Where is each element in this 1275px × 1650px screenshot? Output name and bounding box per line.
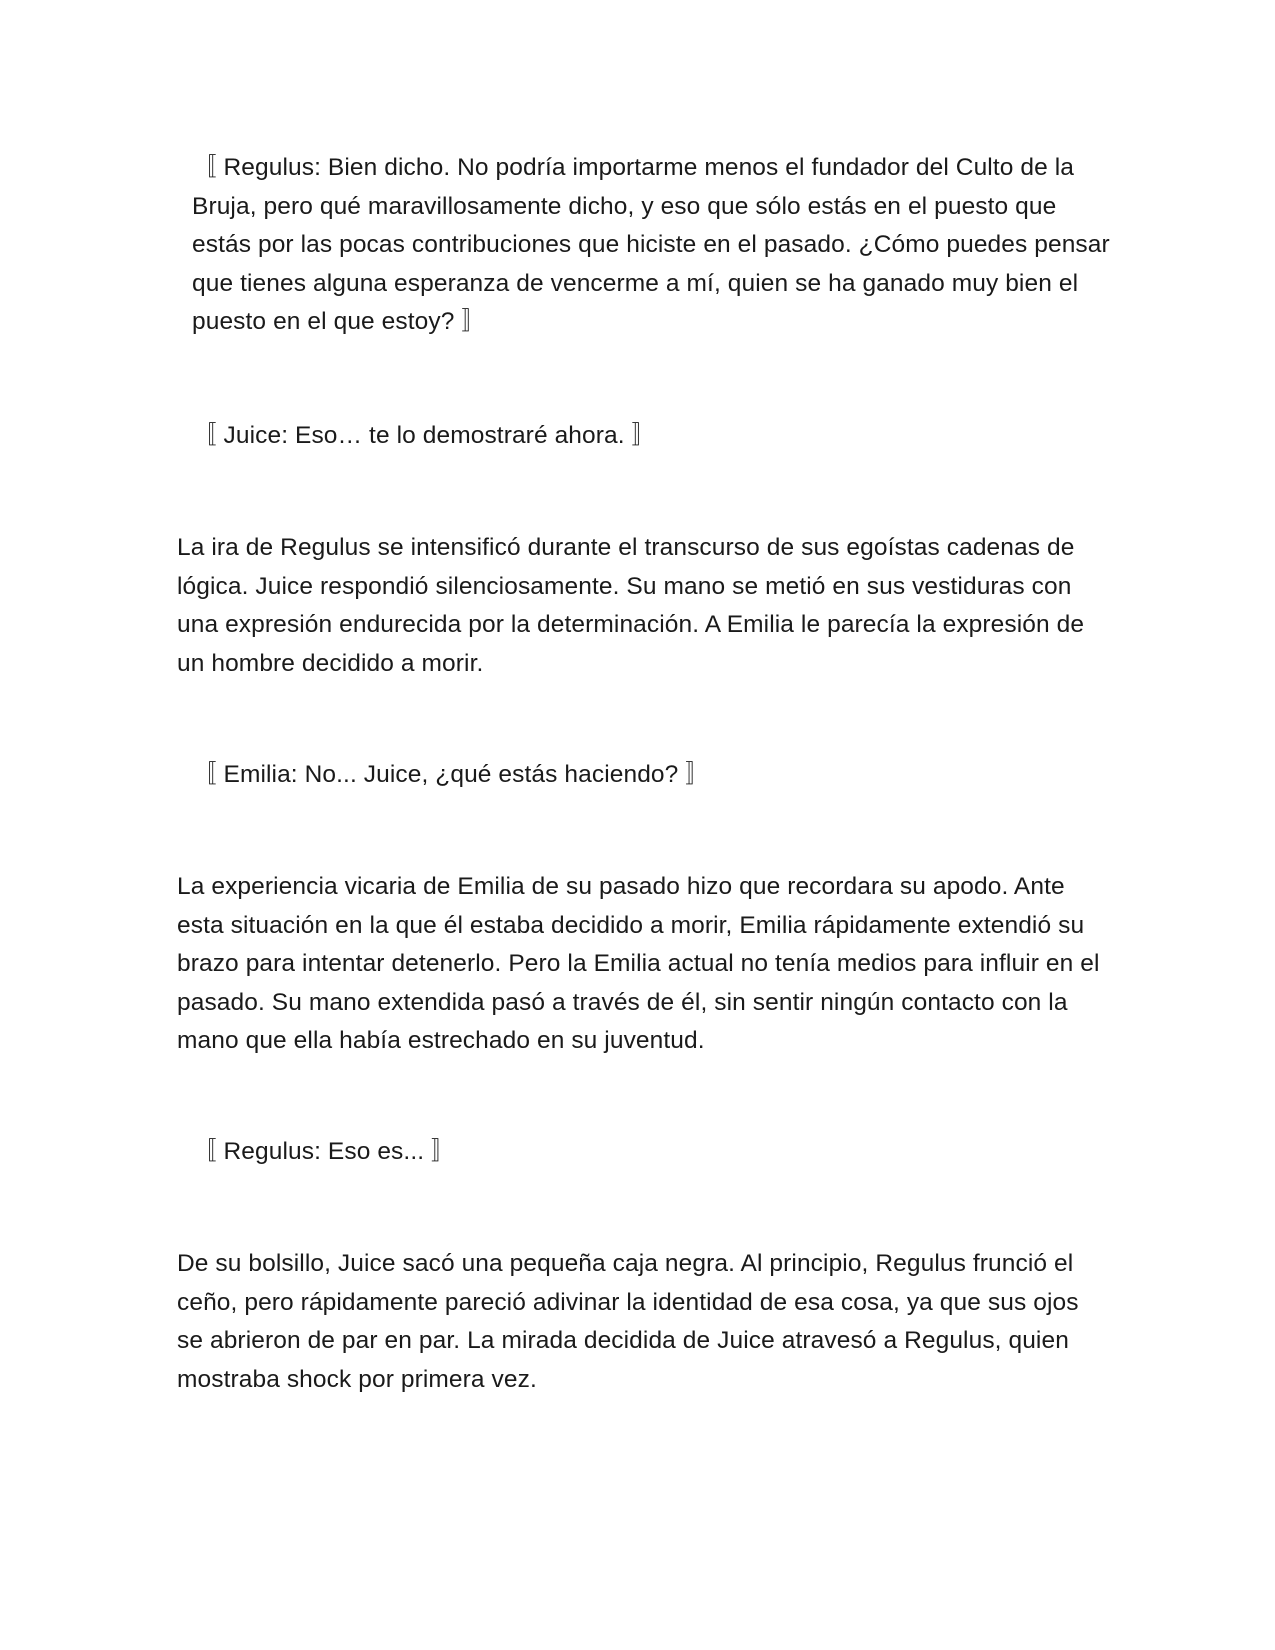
- narration-paragraph-1: La ira de Regulus se intensificó durante el transcurso de sus egoístas cadenas de lógica. Juice respondió silenciosamente. Su mano se metió en sus vestiduras con una expresión endurecida por la determinación. A Emilia le parecía la expresión de un hombre decidido a morir.: [177, 534, 1085, 677]
- narration-paragraph-3: De su bolsillo, Juice sacó una pequeña caja negra. Al principio, Regulus frunció el ceño, pero rápidamente pareció adivinar la identidad de esa cosa, ya que sus ojos se abrieron de par en par. La mirada decidida de Juice atravesó a Regulus, quien mostraba shock por primera vez.: [177, 1250, 1079, 1393]
- dialogue-emilia: 〚 Emilia: No... Juice, ¿qué estás haciendo? 〛: [192, 761, 710, 788]
- narration-paragraph-2: La experiencia vicaria de Emilia de su pasado hizo que recordara su apodo. Ante esta situación en la que él estaba decidido a morir, Emilia rápidamente extendió su brazo para intentar detenerlo. Pero la Emilia actual no tenía medios para influir en el pasado. Su mano extendida pasó a través de él, sin sentir ningún contacto con la mano que ella había estrechado en su juventud.: [177, 873, 1100, 1054]
- dialogue-regulus-2: 〚 Regulus: Eso es... 〛: [192, 1138, 456, 1165]
- dialogue-regulus-1: 〚 Regulus: Bien dicho. No podría importarme menos el fundador del Culto de la Bruja, pero qué maravillosamente dicho, y eso que sólo estás en el puesto que estás por las pocas contribuciones que hiciste en el pasado. ¿Cómo puedes pensar que tienes alguna esperanza de vencerme a mí, quien se ha ganado muy bien el puesto en el que estoy? 〛: [192, 154, 1110, 335]
- dialogue-juice: 〚 Juice: Eso… te lo demostraré ahora. 〛: [192, 422, 657, 449]
